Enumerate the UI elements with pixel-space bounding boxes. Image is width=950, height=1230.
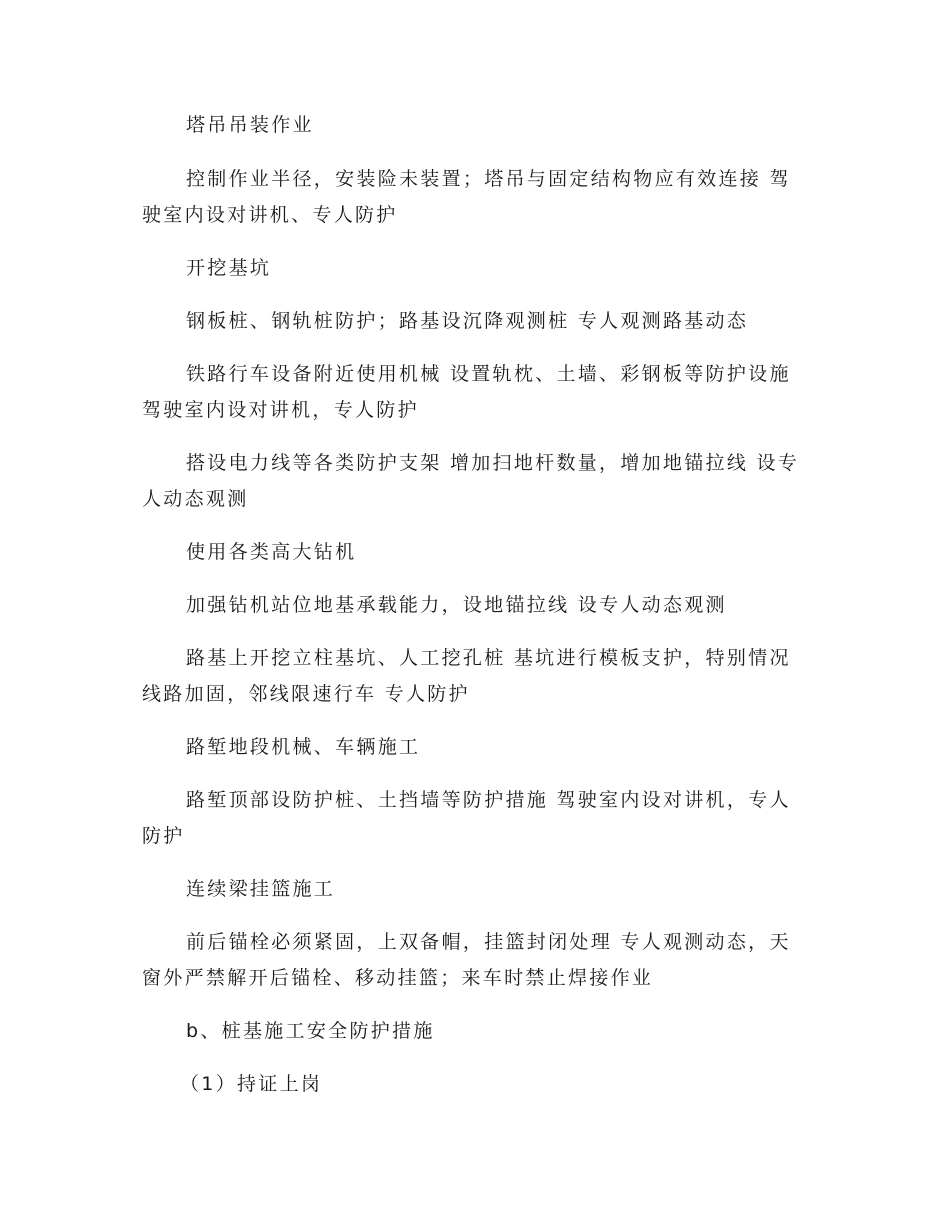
paragraph-tower-crane-measures: 控制作业半径，安装险未装置；塔吊与固定结构物应有效连接 驾驶室内设对讲机、专人防护 bbox=[142, 168, 791, 226]
section-heading-pile-safety: b、桩基施工安全防护措施 bbox=[186, 1020, 435, 1042]
paragraph-roadbed-pile: 路基上开挖立柱基坑、人工挖孔桩 基坑进行模板支护，特别情况线路加固，邻线限速行车 专人防护 bbox=[142, 647, 791, 705]
paragraph-drill-heading: 使用各类高大钻机 bbox=[186, 541, 357, 563]
paragraph-railway-machinery: 铁路行车设备附近使用机械 设置轨枕、土墙、彩钢板等防护设施 驾驶室内设对讲机，专人防护 bbox=[142, 363, 791, 421]
paragraph-drill-measures: 加强钻机站位地基承载能力，设地锚拉线 设专人动态观测 bbox=[186, 594, 727, 616]
paragraph-tower-crane-heading: 塔吊吊装作业 bbox=[186, 114, 314, 136]
paragraph-power-line-support: 搭设电力线等各类防护支架 增加扫地杆数量，增加地锚拉线 设专人动态观测 bbox=[142, 452, 800, 510]
paragraph-cradle-measures: 前后锚栓必须紧固，上双备帽，挂篮封闭处理 专人观测动态，天窗外严禁解开后锚栓、移动挂篮；来车时禁止焊接作业 bbox=[142, 931, 791, 989]
paragraph-cutting-measures: 路堑顶部设防护桩、土挡墙等防护措施 驾驶室内设对讲机，专人防护 bbox=[142, 789, 791, 847]
subheading-certified-workers: （1）持证上岗 bbox=[180, 1073, 323, 1095]
paragraph-cradle-heading: 连续梁挂篮施工 bbox=[186, 878, 336, 900]
paragraph-excavation-heading: 开挖基坑 bbox=[186, 257, 272, 279]
paragraph-excavation-measures: 钢板桩、钢轨桩防护；路基设沉降观测桩 专人观测路基动态 bbox=[186, 310, 749, 332]
paragraph-cutting-heading: 路堑地段机械、车辆施工 bbox=[186, 736, 421, 758]
